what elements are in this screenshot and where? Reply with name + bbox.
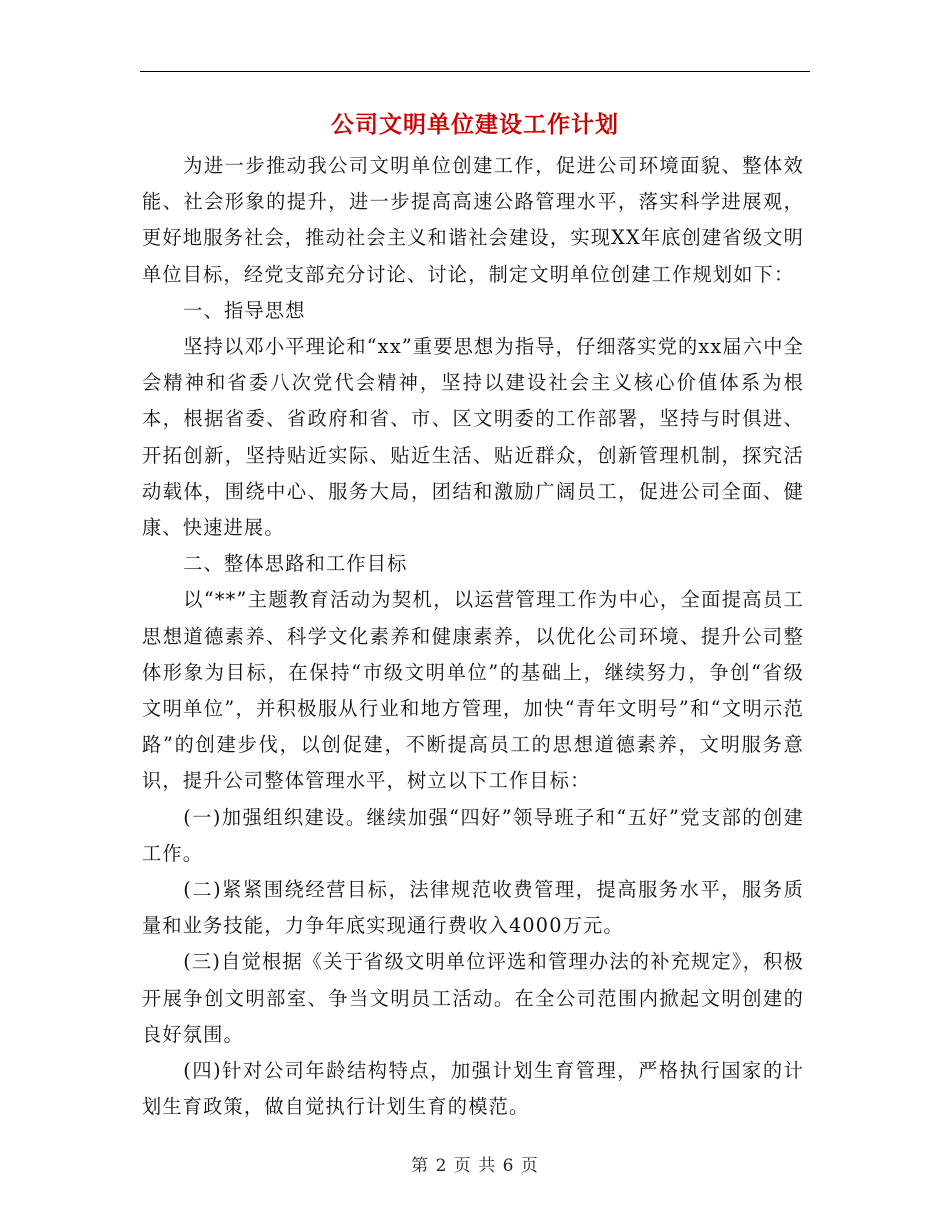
list-item-goal-3: (三)自觉根据《关于省级文明单位评选和管理办法的补充规定》，积极开展争创文明部室、争当文明员工活动。在全公司范围内掀起文明创建的良好氛围。: [142, 950, 804, 1046]
section-heading-overall-goals: 二、整体思路和工作目标: [183, 552, 408, 576]
paragraph-intro: 为进一步推动我公司文明单位创建工作，促进公司环境面貌、整体效能、社会形象的提升，进一步提高高速公路管理水平，落实科学进展观，更好地服务社会，推动社会主义和谐社会建设，实现XX年底创建省级文明单位目标，经党支部充分讨论、讨论，制定文明单位创建工作规划如下：: [142, 154, 804, 286]
section-heading-guiding-ideology: 一、指导思想: [183, 298, 306, 322]
header-rule: [140, 71, 810, 72]
list-item-goal-1: (一)加强组织建设。继续加强“四好”领导班子和“五好”党支部的创建工作。: [142, 805, 804, 865]
list-item-goal-4: (四)针对公司年龄结构特点，加强计划生育管理，严格执行国家的计划生育政策，做自觉执行计划生育的模范。: [142, 1059, 804, 1119]
list-item-goal-2: (二)紧紧围绕经营目标，法律规范收费管理，提高服务水平，服务质量和业务技能，力争年底实现通行费收入4000万元。: [142, 878, 804, 938]
paragraph-overall-goals: 以“**”主题教育活动为契机，以运营管理工作为中心，全面提高员工思想道德素养、科学文化素养和健康素养，以优化公司环境、提升公司整体形象为目标，在保持“市级文明单位”的基础上，继续努力，争创“省级文明单位”，并积极服从行业和地方管理，加快“青年文明号”和“文明示范路”的创建步伐，以创促建，不断提高员工的思想道德素养，文明服务意识，提升公司整体管理水平，树立以下工作目标：: [142, 588, 804, 793]
document-body: [142, 148, 804, 1125]
paragraph-guiding-ideology: 坚持以邓小平理论和“xx”重要思想为指导，仔细落实党的xx届六中全会精神和省委八次党代会精神，坚持以建设社会主义核心价值体系为根本，根据省委、省政府和省、市、区文明委的工作部署，坚持与时俱进、开拓创新，坚持贴近实际、贴近生活、贴近群众，创新管理机制，探究活动载体，围绕中心、服务大局，团结和激励广阔员工，促进公司全面、健康、快速进展。: [142, 335, 804, 540]
page-number-footer: 第 2 页 共 6 页: [411, 1156, 539, 1176]
document-title: 公司文明单位建设工作计划: [331, 111, 619, 138]
